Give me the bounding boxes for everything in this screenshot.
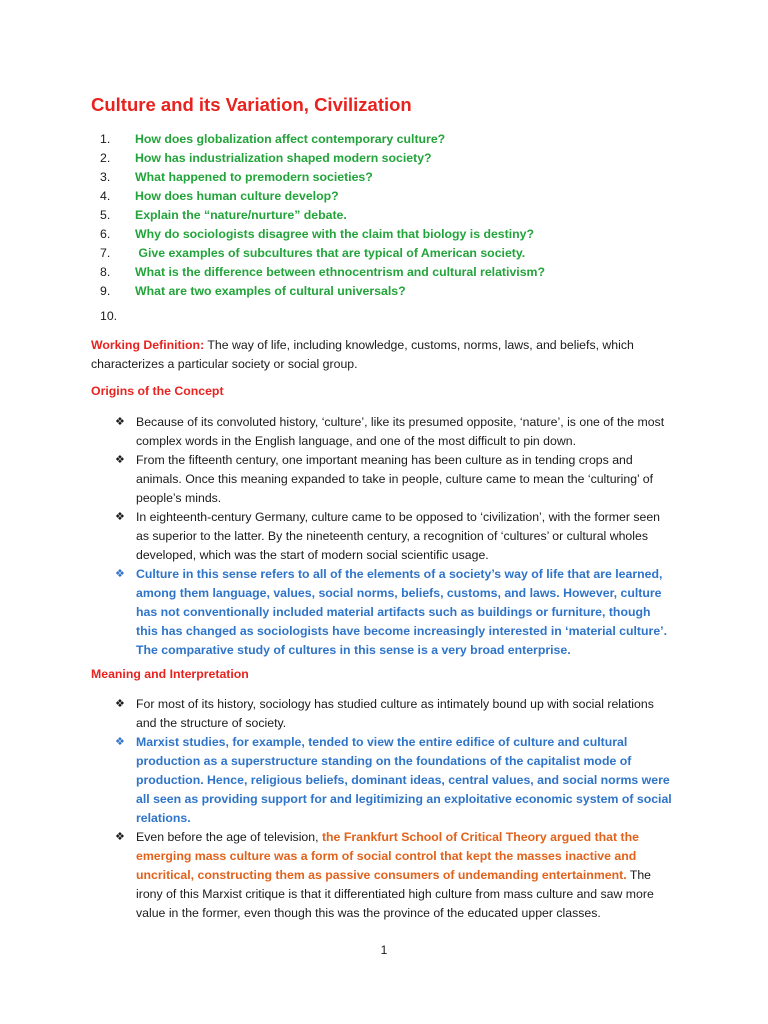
bullet-item: [115, 828, 675, 923]
bullet-item: [115, 508, 675, 565]
bullet-text: Because of its convoluted history, ‘culture’, like its presumed opposite, ‘nature’, is one of the most complex words in the English language, and one of the most difficult to pin down.: [136, 415, 665, 448]
bullet-text: From the fifteenth century, one important meaning has been culture as in tending crops and animals. Once this meaning expanded to take in people, culture came to mean the ‘culturing’ of people’s minds.: [136, 453, 653, 505]
diamond-bullet-icon: ❖: [115, 698, 125, 710]
item-number: 1.: [100, 132, 111, 146]
bullet-item: [115, 451, 675, 508]
question-text: How does globalization affect contemporary culture?: [135, 132, 446, 146]
list-item: [100, 187, 545, 206]
question-list: [100, 130, 545, 326]
item-number: 8.: [100, 265, 111, 279]
bullet-item: [115, 565, 675, 660]
bullet-text-prefix: Even before the age of television,: [136, 830, 322, 844]
section-heading-origins: Origins of the Concept: [91, 384, 224, 398]
section-heading-meaning: Meaning and Interpretation: [91, 667, 249, 681]
bullet-text-suffix: The irony of this Marxist critique is that it differentiated high culture from mass culture and saw more value in the former, even though this was the province of the educated upper classes.: [136, 868, 654, 920]
list-item: [100, 282, 545, 301]
bullet-item: [115, 695, 675, 733]
definition-text: The way of life, including knowledge, customs, norms, laws, and beliefs, which characterizes a particular society or social group.: [91, 338, 634, 371]
item-number: 9.: [100, 284, 111, 298]
bullet-text: Marxist studies, for example, tended to view the entire edifice of culture and cultural production as a superstructure standing on the foundations of the capitalist mode of production. Hence, religious beliefs, dominant ideas, central values, and social norms were all seen as providing support for and legitimizing an exploitative economic system of social relations.: [136, 735, 672, 825]
diamond-bullet-icon: ❖: [115, 736, 125, 748]
question-text: Why do sociologists disagree with the claim that biology is destiny?: [135, 227, 535, 241]
question-text: What are two examples of cultural universals?: [135, 284, 406, 298]
list-item: [100, 307, 545, 326]
diamond-bullet-icon: ❖: [115, 454, 125, 466]
question-text: What happened to premodern societies?: [135, 170, 373, 184]
item-number: 4.: [100, 189, 111, 203]
diamond-bullet-icon: ❖: [115, 568, 125, 580]
list-item: [100, 225, 545, 244]
diamond-bullet-icon: ❖: [115, 511, 125, 523]
bullet-text: For most of its history, sociology has studied culture as intimately bound up with social relations and the structure of society.: [136, 697, 654, 730]
item-number: 5.: [100, 208, 111, 222]
question-text: Explain the “nature/nurture” debate.: [135, 208, 347, 222]
bullet-item: [115, 413, 675, 451]
definition-label: Working Definition:: [91, 338, 205, 352]
item-number: 10.: [100, 309, 118, 323]
working-definition: [91, 336, 681, 374]
question-text: What is the difference between ethnocentrism and cultural relativism?: [135, 265, 545, 279]
list-item: [100, 206, 545, 225]
list-item: [100, 244, 545, 263]
meaning-bullet-list: [115, 695, 675, 923]
diamond-bullet-icon: ❖: [115, 831, 125, 843]
origins-bullet-list: [115, 413, 675, 660]
item-number: 7.: [100, 246, 111, 260]
item-number: 2.: [100, 151, 111, 165]
page-number: 1: [380, 943, 388, 957]
question-text: How has industrialization shaped modern society?: [135, 151, 432, 165]
list-item: [100, 263, 545, 282]
page-title: Culture and its Variation, Civilization: [91, 94, 412, 115]
bullet-text: In eighteenth-century Germany, culture came to be opposed to ‘civilization’, with the former seen as superior to the latter. By the nineteenth century, a recognition of ‘cultures’ or cultural wholes developed, which was the start of modern social scientific usage.: [136, 510, 661, 562]
question-text: Give examples of subcultures that are typical of American society.: [135, 246, 526, 260]
diamond-bullet-icon: ❖: [115, 416, 125, 428]
question-text: How does human culture develop?: [135, 189, 339, 203]
bullet-item: [115, 733, 675, 828]
list-item: [100, 130, 545, 149]
item-number: 6.: [100, 227, 111, 241]
item-number: 3.: [100, 170, 111, 184]
list-item: [100, 149, 545, 168]
list-item: [100, 168, 545, 187]
bullet-text-highlight: the Frankfurt School of Critical Theory argued that the emerging mass culture was a form of social control that kept the masses inactive and uncritical, constructing them as passive consumers of undemanding entertainment.: [136, 830, 639, 882]
bullet-text: Culture in this sense refers to all of the elements of a society’s way of life that are learned, among them language, values, social norms, beliefs, customs, and laws. However, culture has not conventionally included material artifacts such as buildings or furniture, though this has changed as sociologists have become increasingly interested in ‘material culture’. The comparative study of cultures in this sense is a very broad enterprise.: [136, 567, 667, 657]
